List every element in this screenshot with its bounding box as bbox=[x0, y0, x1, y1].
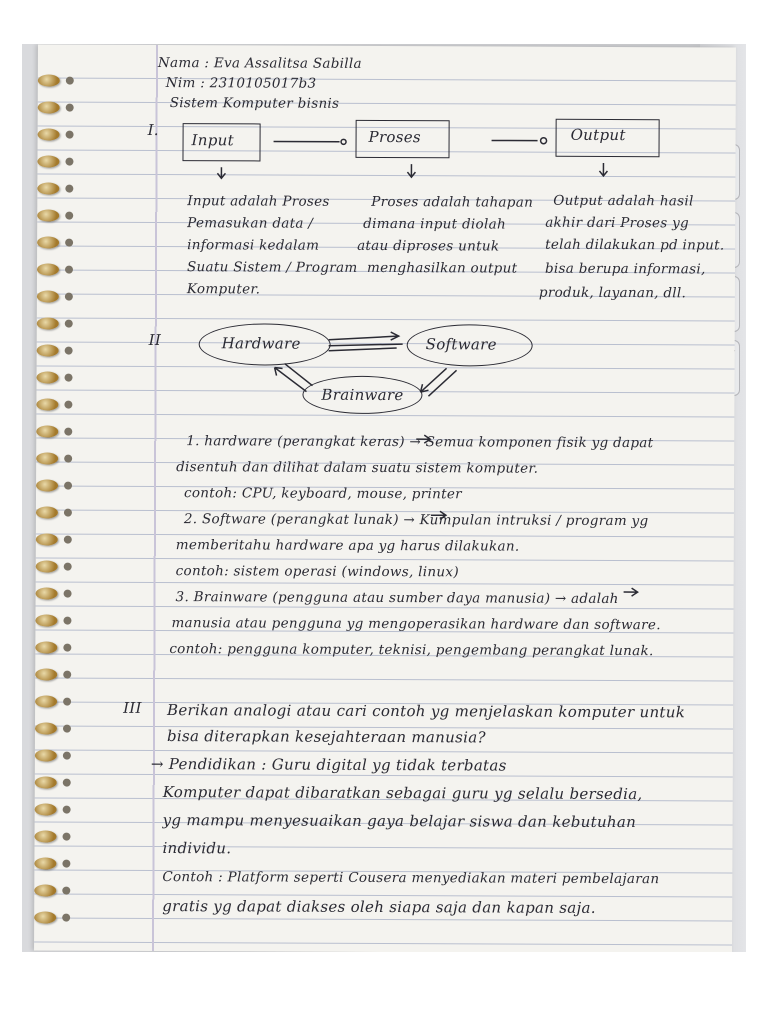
notebook-page bbox=[34, 44, 736, 952]
input-desc-line: Suatu Sistem / Program bbox=[186, 259, 358, 276]
section-3-number: III bbox=[123, 698, 142, 717]
section-2-line: contoh: CPU, keyboard, mouse, printer bbox=[183, 485, 462, 503]
output-desc-line: telah dilakukan pd input. bbox=[545, 236, 725, 254]
photo-frame bbox=[22, 44, 746, 952]
section-2-line: manusia atau pengguna yg mengoperasikan hardware dan software. bbox=[171, 615, 661, 634]
arrow-head-dot bbox=[341, 139, 346, 144]
input-desc-line: Pemasukan data / bbox=[187, 215, 314, 232]
section-2-line: contoh: pengguna komputer, teknisi, pengembang perangkat lunak. bbox=[169, 641, 654, 660]
output-box-label: Output bbox=[570, 125, 626, 145]
brainware-hardware-arrow bbox=[274, 368, 306, 392]
brainware-hardware-line bbox=[284, 364, 312, 386]
output-desc-line: bisa berupa informasi, bbox=[544, 260, 706, 278]
software-label: Software bbox=[425, 335, 497, 354]
section-2-line: 1. hardware (perangkat keras) → Semua komponen fisik yg dapat bbox=[186, 433, 654, 452]
hardware-to-software-arrow bbox=[329, 332, 399, 340]
hardware-label: Hardware bbox=[221, 334, 301, 353]
section-2-number: II bbox=[148, 330, 162, 350]
proses-desc-line: atau diproses untuk bbox=[357, 237, 500, 255]
input-desc-line: Komputer. bbox=[186, 281, 261, 298]
input-desc-line: Input adalah Proses bbox=[187, 193, 330, 210]
software-brainware-arrow bbox=[420, 368, 446, 392]
proses-box-label: Proses bbox=[368, 127, 421, 147]
diagram-arrows bbox=[34, 44, 736, 952]
section-1-number: I. bbox=[147, 120, 159, 140]
input-box-label: Input bbox=[191, 131, 234, 150]
output-desc-line: akhir dari Proses yg bbox=[545, 214, 690, 232]
section-2-line: memberitahu hardware apa yg harus dilakukan. bbox=[175, 537, 520, 555]
output-desc-line: produk, layanan, dll. bbox=[538, 284, 687, 302]
student-name: Nama : Eva Assalitsa Sabilla bbox=[157, 55, 362, 72]
arrow-head-dot bbox=[541, 138, 547, 144]
section-3-line: Komputer dapat dibaratkan sebagai guru yg selalu bersedia, bbox=[162, 783, 643, 804]
output-desc-line: Output adalah hasil bbox=[553, 192, 694, 210]
section-2-line: 2. Software (perangkat lunak) → Kumpulan intruksi / program yg bbox=[183, 511, 649, 530]
proses-desc-line: dimana input diolah bbox=[363, 215, 506, 233]
section-3-line: bisa diterapkan kesejahteraan manusia? bbox=[166, 727, 486, 747]
hardware-software-lines bbox=[329, 344, 403, 351]
output-down-arrow bbox=[599, 163, 607, 176]
definition-arrow bbox=[624, 588, 638, 596]
section-2-line: disentuh dan dilihat dalam suatu sistem komputer. bbox=[176, 459, 539, 477]
section-3-line: Berikan analogi atau cari contoh yg menjelaskan komputer untuk bbox=[167, 701, 686, 722]
section-3-line: individu. bbox=[162, 839, 232, 858]
section-3-line: gratis yg dapat diakses oleh siapa saja dan kapan saja. bbox=[162, 897, 596, 917]
input-down-arrow bbox=[217, 167, 225, 178]
student-nim: Nim : 2310105017b3 bbox=[165, 75, 317, 92]
section-3-line: yg mampu menyesuaikan gaya belajar siswa dan kebutuhan bbox=[162, 811, 637, 832]
section-3-line: Contoh : Platform seperti Cousera menyediakan materi pembelajaran bbox=[162, 869, 660, 888]
brainware-label: Brainware bbox=[321, 385, 404, 405]
study-program: Sistem Komputer bisnis bbox=[169, 95, 340, 112]
section-2-line: 3. Brainware (pengguna atau sumber daya manusia) → adalah bbox=[175, 589, 619, 608]
input-desc-line: informasi kedalam bbox=[187, 237, 320, 254]
proses-desc-line: Proses adalah tahapan bbox=[371, 193, 534, 211]
proses-down-arrow bbox=[407, 164, 415, 177]
definition-arrow bbox=[431, 511, 446, 519]
definition-arrow bbox=[416, 435, 430, 443]
software-brainware-line bbox=[428, 370, 456, 396]
proses-desc-line: menghasilkan output bbox=[366, 259, 518, 277]
section-3-line: → Pendidikan : Guru digital yg tidak terbatas bbox=[150, 754, 507, 775]
section-2-line: contoh: sistem operasi (windows, linux) bbox=[175, 563, 459, 581]
